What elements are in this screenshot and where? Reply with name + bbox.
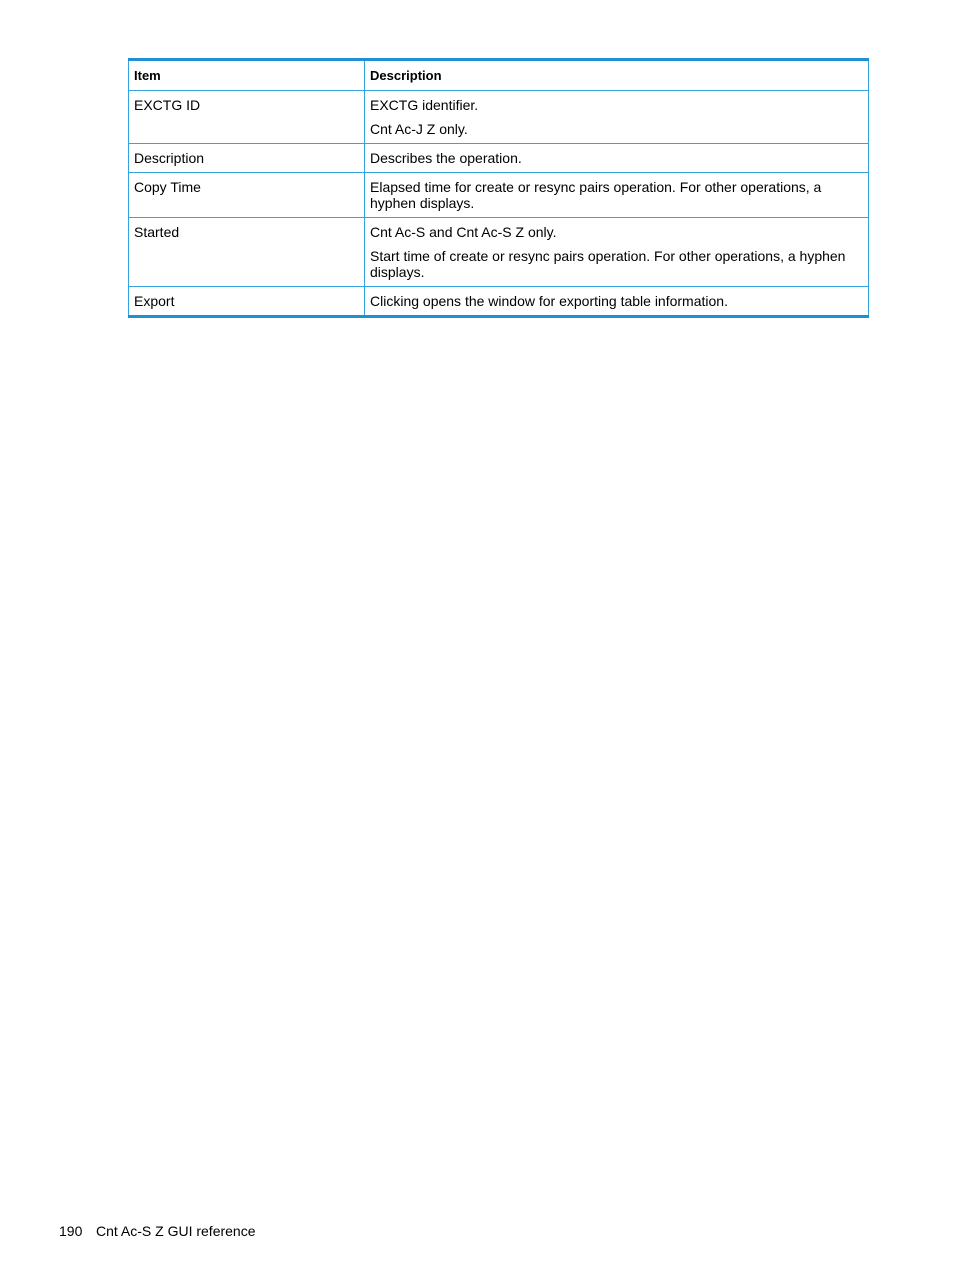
- item-cell: Copy Time: [129, 173, 365, 218]
- table-row: [129, 91, 869, 144]
- section-title: Cnt Ac-S Z GUI reference: [96, 1223, 256, 1239]
- description-cell: [365, 91, 869, 144]
- description-cell: [365, 173, 869, 218]
- column-header-item: Item: [129, 60, 365, 91]
- table-row: [129, 218, 869, 287]
- description-text: Clicking opens the window for exporting table information.: [370, 293, 728, 309]
- table-row: [129, 173, 869, 218]
- item-cell: Started: [129, 218, 365, 287]
- page-footer: [59, 1223, 256, 1239]
- table-row: [129, 144, 869, 173]
- item-cell: EXCTG ID: [129, 91, 365, 144]
- description-text: EXCTG identifier.: [370, 97, 479, 113]
- reference-table: [128, 58, 869, 318]
- page-number: 190: [59, 1223, 83, 1239]
- table-header-row: [129, 60, 869, 91]
- table-row: [129, 287, 869, 317]
- description-cell: [365, 218, 869, 287]
- item-cell: Description: [129, 144, 365, 173]
- description-text: Elapsed time for create or resync pairs operation. For other operations, a hyphen displays.: [370, 179, 822, 211]
- description-text: Cnt Ac-J Z only.: [370, 121, 468, 137]
- description-text: Start time of create or resync pairs operation. For other operations, a hyphen displays.: [370, 248, 846, 280]
- column-header-description: Description: [365, 60, 869, 91]
- description-cell: [365, 287, 869, 317]
- description-text: Cnt Ac-S and Cnt Ac-S Z only.: [370, 224, 557, 240]
- description-cell: [365, 144, 869, 173]
- item-cell: Export: [129, 287, 365, 317]
- description-text: Describes the operation.: [370, 150, 522, 166]
